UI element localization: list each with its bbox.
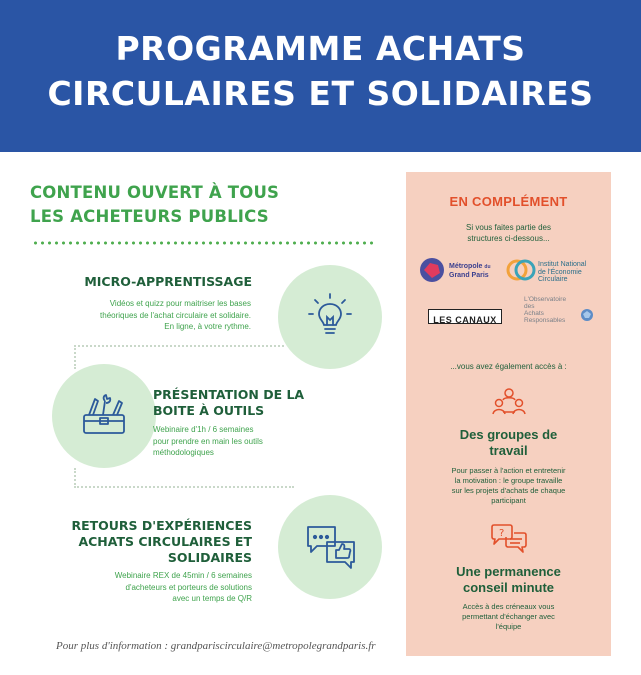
complement-panel [406, 172, 611, 656]
observatoire-logo [524, 296, 604, 340]
permanence-title [406, 564, 611, 596]
inec-text: Institut National [538, 261, 587, 268]
micro-learning-text [60, 298, 251, 333]
permanence-title-line: conseil minute [462, 580, 555, 595]
toolbox-title-line: PRÉSENTATION DE LA [153, 387, 305, 402]
rex-circle [278, 495, 382, 599]
oar-text: Responsables [524, 317, 566, 324]
toolbox-circle [52, 364, 156, 468]
footer-contact: Pour plus d'information : grandpariscirculaire@metropolegrandparis.fr [56, 640, 376, 652]
connector-line-2 [74, 468, 294, 488]
section-heading-line-2: LES ACHETEURS PUBLICS [30, 207, 269, 226]
dotted-divider [32, 241, 377, 245]
rex-title [40, 518, 252, 566]
groups-text-line: Pour passer à l'action et entretenir [451, 466, 566, 475]
panel-subtitle [426, 222, 591, 244]
groups-title-line: Des groupes de [459, 427, 558, 442]
inec-text: Circulaire [538, 276, 568, 283]
panel-subtitle-line: structures ci-dessous... [467, 234, 550, 243]
permanence-text-line: l'équipe [495, 622, 522, 631]
toolbox-text-line: méthodologiques [153, 448, 214, 457]
page-title-line-2: CIRCULAIRES ET SOLIDAIRES [47, 74, 594, 113]
groups-text-line: sur les projets d'achats de chaque [451, 486, 566, 495]
page-header [0, 0, 641, 152]
panel-subtitle-line: Si vous faites partie des [466, 223, 551, 232]
permanence-title-line: Une permanence [456, 564, 561, 579]
page-title [0, 26, 641, 116]
groups-text-line: participant [491, 496, 526, 505]
chat-bubbles-icon [490, 524, 528, 556]
groups-text [431, 466, 586, 506]
inec-logo [506, 258, 606, 288]
toolbox-text-line: pour prendre en main les outils [153, 436, 263, 446]
rex-text-line: d'acheteurs et porteurs de solutions [125, 582, 252, 592]
micro-learning-title [60, 274, 252, 290]
page-title-line-1: PROGRAMME ACHATS [115, 29, 526, 68]
rex-title-line: SOLIDAIRES [167, 550, 252, 565]
permanence-text-line: Accès à des créneaux vous [462, 602, 555, 611]
panel-access-text: ...vous avez également accès à : [450, 362, 567, 371]
section-heading-line-1: CONTENU OUVERT À TOUS [30, 183, 280, 202]
micro-learning-text-line: En ligne, à votre rythme. [164, 322, 251, 331]
observatoire-globe-icon [580, 308, 594, 322]
groups-title-line: travail [489, 443, 528, 458]
panel-title: EN COMPLÉMENT [449, 194, 568, 209]
les-canaux-text: LES CANAUX [433, 315, 497, 325]
permanence-text [436, 602, 581, 632]
toolbox-text [153, 424, 333, 459]
oar-text: Achats [524, 310, 544, 317]
oar-text: L'Observatoire [524, 296, 567, 303]
inec-text: de l'Économie [538, 268, 582, 276]
micro-learning-text-line: théoriques de l'achat circulaire et solidaire. [100, 310, 251, 320]
svg-text:?: ? [499, 528, 505, 539]
mgp-text: du [484, 264, 491, 270]
micro-learning-title-line: MICRO-APPRENTISSAGE [84, 274, 252, 289]
group-people-icon [492, 386, 526, 416]
groups-text-line: la motivation : le groupe travaille [454, 476, 563, 485]
rex-text-line: Webinaire REX de 45min / 6 semaines [114, 571, 252, 580]
toolbox-icon [79, 391, 129, 441]
les-canaux-logo [428, 309, 502, 324]
rex-title-line: RETOURS D'EXPÉRIENCES [71, 518, 252, 533]
micro-learning-circle [278, 265, 382, 369]
mgp-text: Métropole [449, 263, 483, 270]
mgp-text: Grand Paris [449, 271, 489, 279]
toolbox-text-line: Webinaire d'1h / 6 semaines [153, 425, 254, 434]
chat-thumbs-up-icon [305, 522, 357, 572]
groups-title [406, 427, 611, 459]
inec-rings-icon [506, 258, 536, 282]
permanence-text-line: permettant d'échanger avec [462, 612, 555, 621]
rex-title-line: ACHATS CIRCULAIRES ET [78, 534, 252, 549]
micro-learning-text-line: Vidéos et quizz pour maitriser les bases [109, 299, 251, 308]
metropole-grand-paris-logo [418, 256, 503, 286]
rex-text [60, 570, 252, 605]
oar-text: des [524, 303, 535, 310]
metropole-emblem-icon [418, 256, 446, 284]
section-heading [30, 181, 330, 229]
rex-text-line: avec un temps de Q/R [172, 594, 252, 603]
lightbulb-icon [305, 292, 355, 342]
toolbox-title [153, 387, 323, 419]
toolbox-title-line: BOITE À OUTILS [153, 403, 265, 418]
